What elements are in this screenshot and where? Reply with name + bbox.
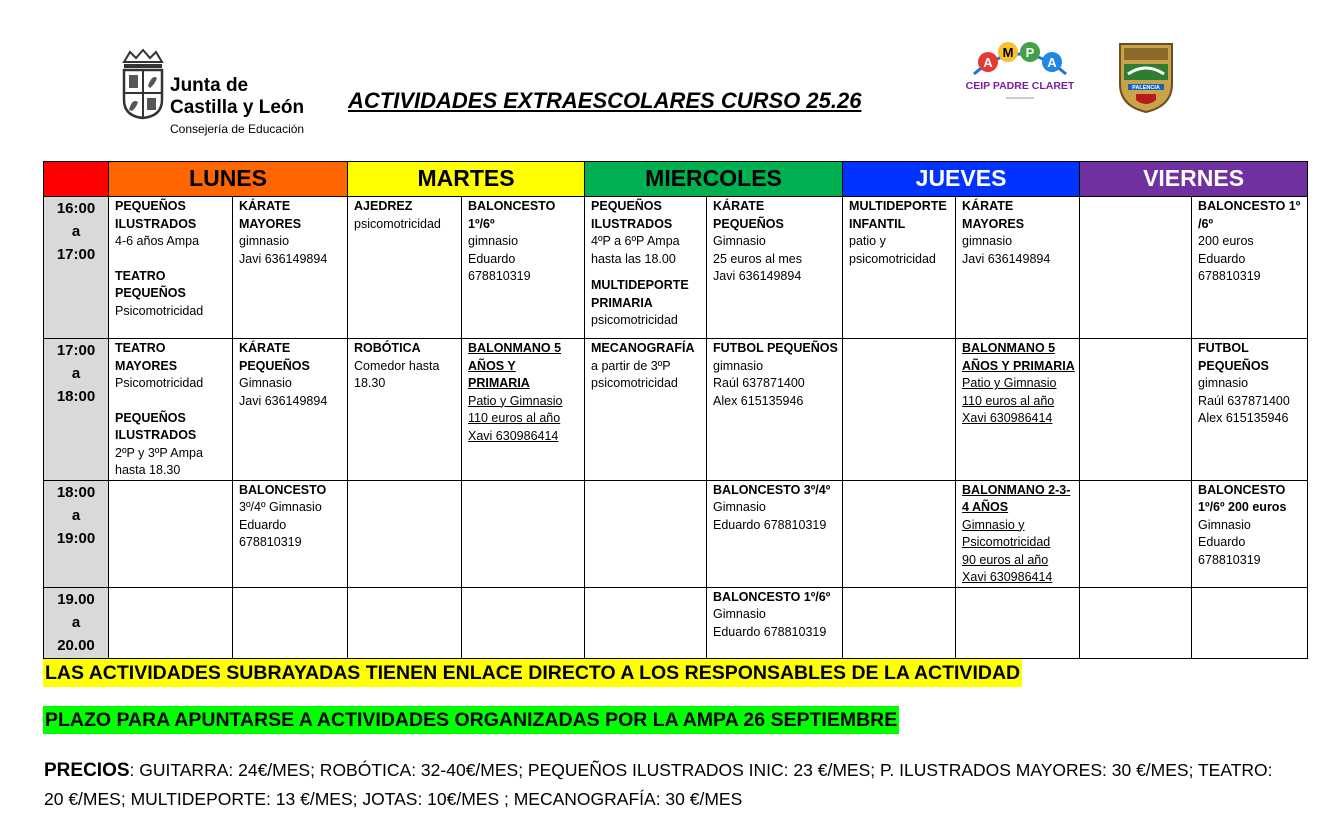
activity-cell: TEATRO MAYORES Psicomotricidad PEQUEÑOS ILUSTRADOS 2ºP y 3ºP Ampa hasta 18.30 (109, 339, 233, 481)
empty-cell (109, 480, 233, 587)
day-header-jueves: JUEVES (843, 162, 1080, 197)
empty-cell (462, 587, 585, 658)
ampa-letter-p: P (1025, 45, 1035, 60)
activity-link[interactable]: BALONMANO 2-3-4 AÑOS (962, 482, 1071, 514)
linked-activity-cell[interactable]: BALONMANO 5 AÑOS Y PRIMARIA Patio y Gimnasio 110 euros al año Xavi 630986414 (956, 339, 1080, 481)
activity-cell: BALONCESTO 1º /6º 200 euros Eduardo 678810319 (1192, 197, 1308, 339)
org-name-line2: Castilla y León (170, 97, 305, 118)
ampa-letter-m: M (1002, 45, 1014, 60)
empty-cell (348, 480, 462, 587)
day-header-row (44, 162, 1308, 197)
activity-cell: MECANOGRAFÍA a partir de 3ºP psicomotricidad (585, 339, 707, 481)
activity-cell: KÁRATE MAYORES gimnasio Javi 636149894 (233, 197, 348, 339)
ampa-school-name: CEIP PADRE CLARET (966, 80, 1074, 92)
empty-cell (462, 480, 585, 587)
empty-cell (1080, 339, 1192, 481)
activity-cell: AJEDREZ psicomotricidad (348, 197, 462, 339)
activity-link[interactable]: BALONMANO 5 AÑOS Y PRIMARIA (962, 341, 1075, 373)
empty-cell (843, 480, 956, 587)
schedule-table (43, 161, 1308, 659)
activity-cell: BALONCESTO 1º/6º 200 euros Gimnasio Eduardo 678810319 (1192, 480, 1308, 587)
linked-activity-cell[interactable]: BALONMANO 2-3-4 AÑOS Gimnasio y Psicomotricidad 90 euros al año Xavi 630986414 (956, 480, 1080, 587)
page-title: ACTIVIDADES EXTRAESCOLARES CURSO 25.26 (348, 88, 862, 113)
activity-cell: ROBÓTICA Comedor hasta 18.30 (348, 339, 462, 481)
time-slot: 19.00 a 20.00 (44, 587, 109, 658)
junta-logo (120, 48, 350, 143)
coat-of-arms-icon (120, 48, 166, 120)
empty-cell (956, 587, 1080, 658)
activity-cell: BALONCESTO 1º/6º gimnasio Eduardo 678810319 (462, 197, 585, 339)
table-row (44, 339, 1308, 481)
day-header-lunes: LUNES (109, 162, 348, 197)
svg-text:PALENCIA: PALENCIA (1132, 85, 1160, 91)
activity-cell: MULTIDEPORTE INFANTIL patio y psicomotricidad (843, 197, 956, 339)
prices-paragraph (44, 756, 1294, 813)
empty-cell (843, 587, 956, 658)
org-name-line1: Junta de (170, 75, 249, 96)
day-header-miercoles: MIERCOLES (585, 162, 843, 197)
table-row (44, 480, 1308, 587)
empty-cell (109, 587, 233, 658)
notice-linked-activities: LAS ACTIVIDADES SUBRAYADAS TIENEN ENLACE DIRECTO A LOS RESPONSABLES DE LA ACTIVIDAD (43, 659, 1022, 687)
empty-cell (348, 587, 462, 658)
table-row (44, 197, 1308, 339)
prices-text: : GUITARRA: 24€/MES; ROBÓTICA: 32-40€/MES; PEQUEÑOS ILUSTRADOS INIC: 23 €/MES; P. ILUSTRADOS MAYORES: 30 €/MES; TEATRO: 20 €/MES; MULTIDEPORTE: 13 €/MES; JOTAS: 10€/MES ; MECANOGRAFÍA: 30 €/MES (44, 760, 1273, 809)
activity-link[interactable]: BALONMANO 5 AÑOS Y PRIMARIA (468, 341, 562, 390)
day-header-martes: MARTES (348, 162, 585, 197)
empty-cell (585, 587, 707, 658)
table-row (44, 587, 1308, 658)
activity-cell: KÁRATE PEQUEÑOS Gimnasio 25 euros al mes Javi 636149894 (707, 197, 843, 339)
activity-cell: KÁRATE MAYORES gimnasio Javi 636149894 (956, 197, 1080, 339)
notice-signup-deadline: PLAZO PARA APUNTARSE A ACTIVIDADES ORGANIZADAS POR LA AMPA 26 SEPTIEMBRE (43, 706, 899, 734)
empty-cell (1080, 197, 1192, 339)
activity-cell: KÁRATE PEQUEÑOS Gimnasio Javi 636149894 (233, 339, 348, 481)
empty-cell (585, 480, 707, 587)
time-slot: 18:00 a 19:00 (44, 480, 109, 587)
empty-cell (843, 339, 956, 481)
day-header-viernes: VIERNES (1080, 162, 1308, 197)
corner-cell (44, 162, 109, 197)
empty-cell (1192, 587, 1308, 658)
time-slot: 16:00 a 17:00 (44, 197, 109, 339)
activity-cell: PEQUEÑOS ILUSTRADOS 4ºP a 6ºP Ampa hasta las 18.00 MULTIDEPORTE PRIMARIA psicomotricidad (585, 197, 707, 339)
activity-cell: FUTBOL PEQUEÑOS gimnasio Raúl 637871400 Alex 615135946 (707, 339, 843, 481)
ampa-logo (966, 40, 1074, 104)
linked-activity-cell[interactable]: BALONMANO 5 AÑOS Y PRIMARIA Patio y Gimnasio 110 euros al año Xavi 630986414 (462, 339, 585, 481)
activity-cell: BALONCESTO 3º/4º Gimnasio Eduardo 678810319 (707, 480, 843, 587)
activity-cell: BALONCESTO 3º/4º Gimnasio Eduardo 678810319 (233, 480, 348, 587)
ampa-letter-a2: A (1047, 55, 1057, 70)
empty-cell (1080, 480, 1192, 587)
prices-label: PRECIOS (44, 760, 130, 781)
time-slot: 17:00 a 18:00 (44, 339, 109, 481)
org-department: Consejería de Educación (170, 122, 305, 136)
activity-cell: BALONCESTO 1º/6º Gimnasio Eduardo 678810319 (707, 587, 843, 658)
empty-cell (1080, 587, 1192, 658)
activity-cell: FUTBOL PEQUEÑOS gimnasio Raúl 637871400 Alex 615135946 (1192, 339, 1308, 481)
school-crest-icon (1118, 40, 1174, 114)
empty-cell (233, 587, 348, 658)
ampa-letter-a1: A (983, 55, 993, 70)
activity-cell: PEQUEÑOS ILUSTRADOS 4-6 años Ampa TEATRO PEQUEÑOS Psicomotricidad (109, 197, 233, 339)
